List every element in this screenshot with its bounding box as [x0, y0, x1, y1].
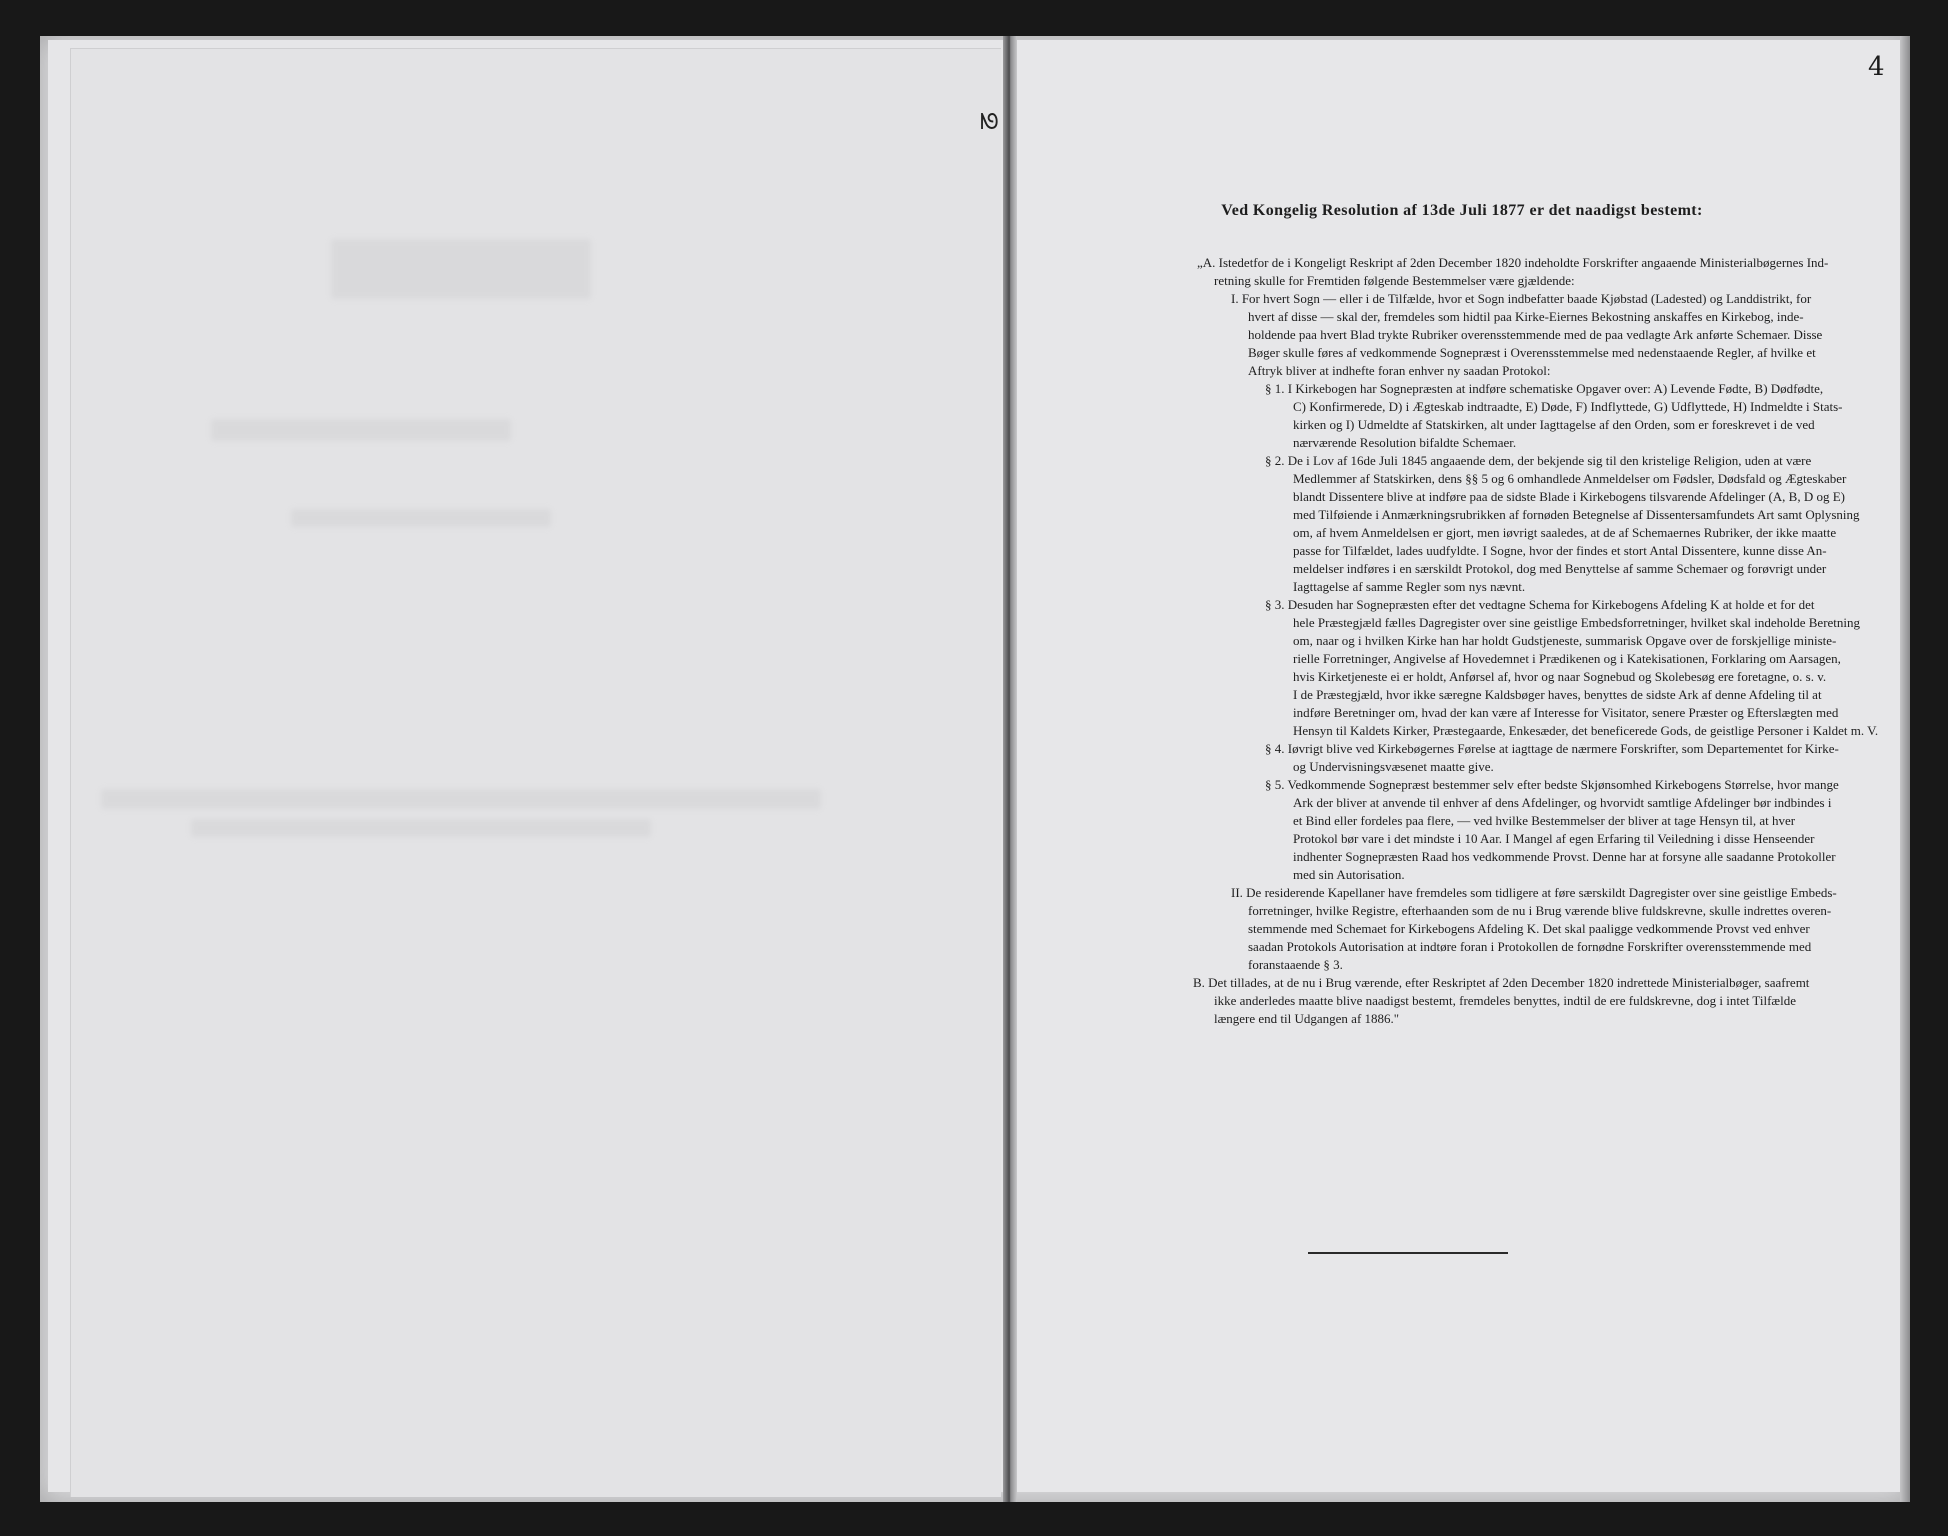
text-line: Hensyn til Kaldets Kirker, Præstegaarde, Enkesæder, det beneficerede Gods, de geistlige Personer i Kaldet m. V.	[1293, 723, 1879, 738]
text-line: hele Præstegjæld fælles Dagregister over sine geistlige Embedsforretninger, hvilket skal indeholde Beretning	[1293, 615, 1861, 630]
binding-clip-icon: ᘚ	[980, 110, 999, 135]
text-line: rielle Forretninger, Angivelse af Hovedemnet i Prædikenen og i Katekisationen, Forklaring om Aarsagen,	[1293, 651, 1841, 666]
text-line: forretninger, hvilke Registre, efterhaanden som de nu i Brug værende blive fuldskrevne, skulle indrettes overen-	[1248, 903, 1832, 918]
text-line: nærværende Resolution bifaldte Schemaer.	[1293, 435, 1517, 450]
text-line: meldelser indføres i en særskildt Protokol, dog med Benyttelse af samme Schemaer og forøvrigt under	[1293, 561, 1827, 576]
left-page-blank-leaf	[70, 48, 1001, 1497]
bleed-through-mark	[211, 419, 511, 441]
text-line: og Undervisningsvæsenet maatte give.	[1293, 759, 1494, 774]
text-line: § 2. De i Lov af 16de Juli 1845 angaaende dem, der bekjende sig til den kristelige Religion, uden at være	[1265, 453, 1812, 468]
text-line: B. Det tillades, at de nu i Brug værende, efter Reskriptet af 2den December 1820 indrettede Ministerialbøger, saafremt	[1193, 975, 1810, 990]
text-line: Bøger skulle føres af vedkommende Sognepræst i Overensstemmelse med nedenstaaende Regler, af hvilke et	[1248, 345, 1816, 360]
text-line: Iagttagelse af samme Regler som nys nævnt.	[1293, 579, 1526, 594]
text-line: holdende paa hvert Blad trykte Rubriker overensstemmende med de paa vedlagte Ark anførte Schemaer. Disse	[1248, 327, 1823, 342]
text-line: I de Præstegjæld, hvor ikke særegne Kaldsbøger haves, benyttes de sidste Ark af denne Afdeling til at	[1293, 687, 1822, 702]
text-line: passe for Tilfældet, lades uudfyldte. I Sogne, hvor der findes et stort Antal Dissentere, kunne disse An-	[1293, 543, 1827, 558]
text-line: II. De residerende Kapellaner have fremdeles som tidligere at føre særskildt Dagregister over sine geistlige Embeds-	[1231, 885, 1837, 900]
text-line: Ark der bliver at anvende til enhver af dens Afdelinger, og hvorvidt samtlige Afdelinger bør indbindes i	[1293, 795, 1832, 810]
text-line: foranstaaende § 3.	[1248, 957, 1343, 972]
bleed-through-mark	[101, 789, 821, 809]
text-line: C) Konfirmerede, D) i Ægteskab indtraadte, E) Døde, F) Indflyttede, G) Udflyttede, H) Indmeldte i Stats-	[1293, 399, 1843, 414]
text-line: I. For hvert Sogn — eller i de Tilfælde, hvor et Sogn indbefatter baade Kjøbstad (Ladested) og Landdistrikt, for	[1231, 291, 1812, 306]
printed-resolution-text	[1017, 40, 1907, 1492]
text-line: blandt Dissentere blive at indføre paa de sidste Blade i Kirkebogens tilsvarende Afdelinger (A, B, D og E)	[1293, 489, 1845, 504]
closing-rule	[1308, 1252, 1508, 1254]
bleed-through-mark	[331, 239, 591, 299]
text-line: om, af hvem Anmeldelsen er gjort, men iøvrigt saaledes, at de af Schemaernes Rubriker, der ikke maatte	[1293, 525, 1837, 540]
text-line: med sin Autorisation.	[1293, 867, 1405, 882]
text-line: indhenter Sognepræsten Raad hos vedkommende Provst. Denne har at forsyne alle saadanne Protokoller	[1293, 849, 1836, 864]
text-line: kirken og I) Udmeldte af Statskirken, alt under Iagttagelse af den Orden, som er foreskrevet i de ved	[1293, 417, 1815, 432]
text-line: hvis Kirketjeneste ei er holdt, Anførsel af, hvor og naar Sognebud og Skolebesøg ere foretagne, o. s. v.	[1293, 669, 1827, 684]
text-line: ikke anderledes maatte blive naadigst bestemt, fremdeles benyttes, indtil de ere fuldskrevne, dog i intet Tilfælde	[1214, 993, 1796, 1008]
text-line: om, naar og i hvilken Kirke han har holdt Gudstjeneste, summarisk Opgave over de forskjellige ministe-	[1293, 633, 1837, 648]
text-line: stemmende med Schemaet for Kirkebogens Afdeling K. Det skal paaligge vedkommende Provst ved enhver	[1248, 921, 1810, 936]
resolution-heading: Ved Kongelig Resolution af 13de Juli 1877 er det naadigst bestemt:	[1221, 202, 1703, 219]
book-gutter	[1003, 36, 1017, 1502]
text-line: retning skulle for Fremtiden følgende Bestemmelser være gjældende:	[1214, 273, 1575, 288]
text-line: § 1. I Kirkebogen har Sognepræsten at indføre schematiske Opgaver over: A) Levende Fødte, B) Dødfødte,	[1265, 381, 1824, 396]
text-line: længere end til Udgangen af 1886."	[1214, 1011, 1400, 1026]
text-line: Protokol bør vare i det mindste i 10 Aar. I Mangel af egen Erfaring til Veiledning i disse Henseender	[1293, 831, 1815, 846]
bleed-through-mark	[191, 819, 651, 837]
text-line: Medlemmer af Statskirken, dens §§ 5 og 6 omhandlede Anmeldelser om Fødsler, Dødsfald og Ægteskaber	[1293, 471, 1847, 486]
text-line: et Bind eller fordeles paa flere, — ved hvilke Bestemmelser der bliver at tage Hensyn til, at hver	[1293, 813, 1796, 828]
text-line: § 4. Iøvrigt blive ved Kirkebøgernes Førelse at iagttage de nærmere Forskrifter, som Departementet for Kirke-	[1265, 741, 1839, 756]
text-line: indføre Beretninger om, hvad der kan være af Interesse for Visitator, senere Præster og Efterslægten med	[1293, 705, 1839, 720]
bleed-through-mark	[291, 509, 551, 527]
text-line: § 3. Desuden har Sognepræsten efter det vedtagne Schema for Kirkebogens Afdeling K at holde et for det	[1265, 597, 1815, 612]
text-line: med Tilføiende i Anmærkningsrubrikken af fornøden Betegnelse af Dissentersamfundets Art samt Oplysning	[1293, 507, 1860, 522]
text-line: saadan Protokols Autorisation at indtøre foran i Protokollen de fornødne Forskrifter overensstemmende med	[1248, 939, 1812, 954]
text-line: „A. Istedetfor de i Kongeligt Reskript af 2den December 1820 indeholdte Forskrifter angaaende Ministerialbøgernes Ind-	[1197, 255, 1829, 270]
text-line: Aftryk bliver at indhefte foran enhver ny saadan Protokol:	[1248, 363, 1551, 378]
page-number: 4	[1868, 52, 1885, 82]
text-line: hvert af disse — skal der, fremdeles som hidtil paa Kirke-Eiernes Bekostning anskaffes en Kirkebog, inde-	[1248, 309, 1804, 324]
text-line: § 5. Vedkommende Sognepræst bestemmer selv efter bedste Skjønsomhed Kirkebogens Størrelse, hvor mange	[1265, 777, 1839, 792]
